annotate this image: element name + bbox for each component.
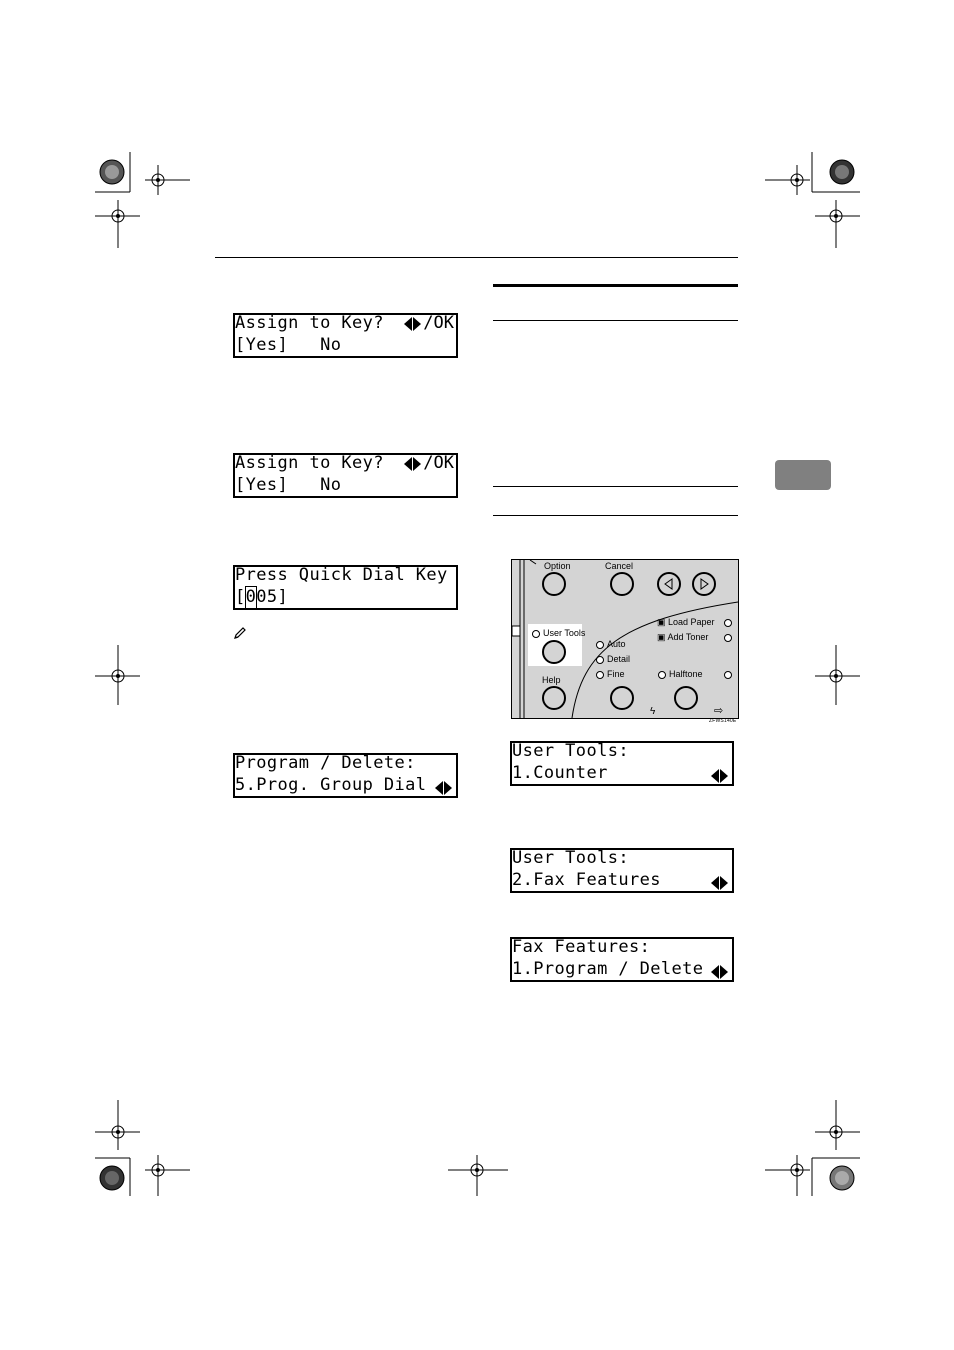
section-rule-thin [493, 320, 738, 321]
lcd-line1: Press Quick Dial Key [235, 565, 448, 585]
lightning-icon: ϟ [650, 706, 656, 717]
auto-label: Auto [596, 639, 626, 649]
section-rule-thick [493, 284, 738, 287]
enter-icon: ⇨ [714, 705, 724, 717]
lcd-line1: Program / Delete: [235, 753, 416, 773]
help-button[interactable] [542, 686, 566, 710]
fine-label: Fine [596, 669, 625, 679]
right-arrow-icon [694, 574, 714, 594]
lcd-program-delete [233, 753, 458, 798]
lcd-line1: User Tools: [512, 741, 629, 761]
figure-code: ZFWS140E [709, 718, 737, 724]
lcd-line2: 5.Prog. Group Dial [235, 775, 427, 795]
left-right-arrows-icon [710, 765, 730, 786]
left-right-arrows-icon [710, 961, 730, 982]
user-tools-label: User Tools [532, 628, 585, 638]
left-arrow-button[interactable] [657, 572, 681, 596]
lcd-line1: Fax Features: [512, 937, 651, 957]
lcd-assign-to-key-1 [233, 313, 458, 358]
cancel-button[interactable] [610, 572, 634, 596]
left-right-arrows-icon [434, 777, 454, 798]
lcd-line2: 1.Program / Delete [512, 959, 704, 979]
halftone-button[interactable] [674, 686, 698, 710]
lcd-line2: [005] [235, 587, 289, 607]
lcd-line1-suffix: /OK [403, 453, 454, 474]
lcd-line1: Assign to Key? [235, 313, 384, 333]
load-paper-indicator: ▣ Load Paper [657, 617, 715, 627]
right-arrow-button[interactable] [692, 572, 716, 596]
option-button[interactable] [542, 572, 566, 596]
cancel-label: Cancel [605, 561, 634, 571]
resolution-button[interactable] [610, 686, 634, 710]
lcd-line1: Assign to Key? [235, 453, 384, 473]
chapter-tab-marker [775, 460, 831, 490]
control-panel-illustration [511, 559, 739, 719]
help-label: Help [542, 675, 561, 685]
lcd-line2: [Yes] No [235, 335, 342, 355]
left-right-arrows-icon [403, 316, 423, 330]
section-rule-2 [493, 486, 738, 487]
user-tools-button[interactable] [542, 640, 566, 664]
lcd-line1: User Tools: [512, 848, 629, 868]
lcd-line2: 1.Counter [512, 763, 608, 783]
halftone-label: Halftone [658, 669, 703, 679]
option-label: Option [544, 561, 571, 571]
lcd-user-tools-fax-features [510, 848, 734, 893]
detail-label: Detail [596, 654, 630, 664]
header-rule [215, 257, 738, 258]
lcd-cursor: 0 [245, 587, 257, 607]
lcd-assign-to-key-2 [233, 453, 458, 498]
lcd-press-quick-dial-key [233, 565, 458, 610]
lcd-line2: [Yes] No [235, 475, 342, 495]
lcd-fax-features-program-delete [510, 937, 734, 982]
lcd-line1-suffix: /OK [403, 313, 454, 334]
left-right-arrows-icon [710, 872, 730, 893]
left-right-arrows-icon [403, 456, 423, 470]
lcd-user-tools-counter [510, 741, 734, 786]
lcd-line2: 2.Fax Features [512, 870, 661, 890]
add-toner-indicator: ▣ Add Toner [657, 632, 709, 642]
left-arrow-icon [659, 574, 679, 594]
pencil-note-icon [233, 626, 247, 640]
section-rule-3 [493, 515, 738, 516]
